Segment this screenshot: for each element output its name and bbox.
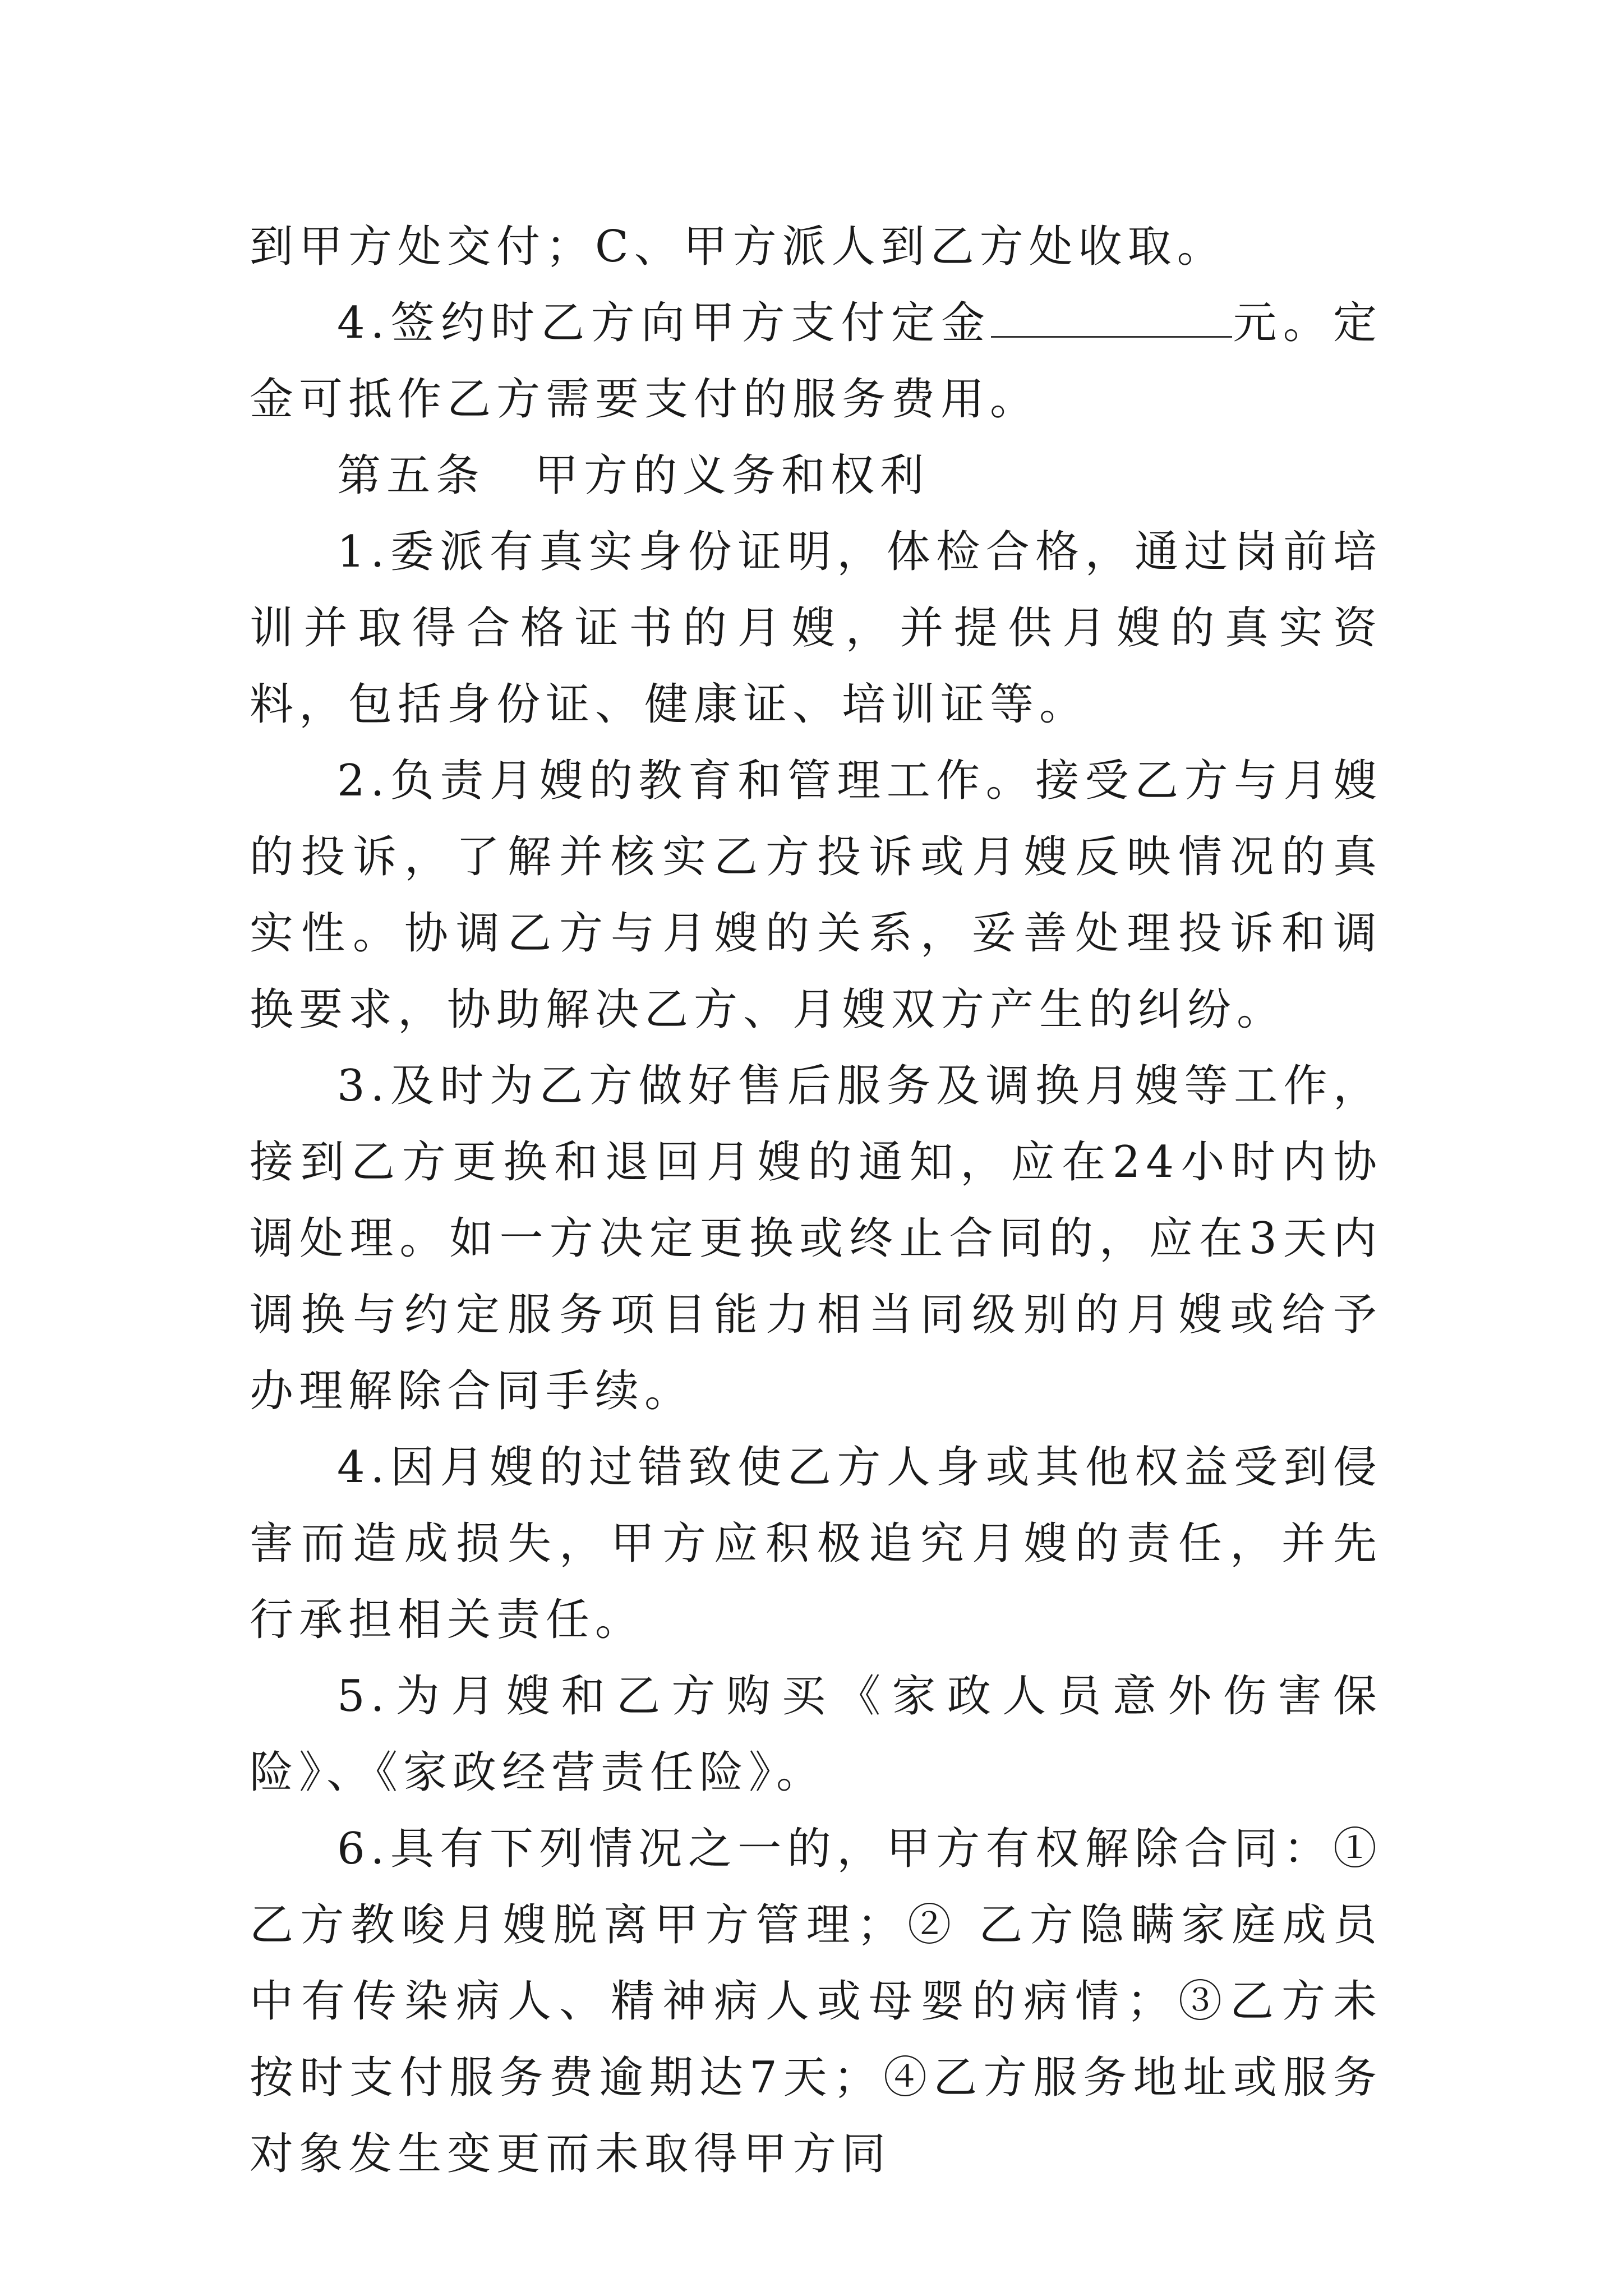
deposit-text-after: 元。定金可抵作乙方需要支付的服务费用。 xyxy=(250,298,1382,425)
contract-body xyxy=(250,209,1382,2192)
clause-1: 1.委派有真实身份证明，体检合格，通过岗前培训并取得合格证书的月嫂，并提供月嫂的真实资料，包括身份证、健康证、培训证等。 xyxy=(250,527,1382,730)
clause-6: 6.具有下列情况之一的，甲方有权解除合同：①乙方教唆月嫂脱离甲方管理；② 乙方隐瞒家庭成员中有传染病人、精神病人或母婴的病情；③乙方未按时支付服务费逾期达7天；④乙方服务地址或服务对象发生变更而未取得甲方同 xyxy=(250,1824,1382,2179)
section-heading-article-5: 第五条 甲方的义务和权利 xyxy=(337,450,930,501)
deposit-text-before: 4.签约时乙方向甲方支付定金 xyxy=(337,298,992,348)
paragraph-deposit xyxy=(250,285,1382,438)
clause-2: 2.负责月嫂的教育和管理工作。接受乙方与月嫂的投诉，了解并核实乙方投诉或月嫂反映情况的真实性。协调乙方与月嫂的关系，妥善处理投诉和调换要求，协助解决乙方、月嫂双方产生的纠纷。 xyxy=(250,756,1382,1035)
paragraph-continuation: 到甲方处交付；C、甲方派人到乙方处收取。 xyxy=(250,222,1227,272)
clause-4: 4.因月嫂的过错致使乙方人身或其他权益受到侵害而造成损失，甲方应积极追究月嫂的责任，并先行承担相关责任。 xyxy=(250,1442,1382,1645)
deposit-amount-blank xyxy=(991,297,1232,338)
clause-3: 3.及时为乙方做好售后服务及调换月嫂等工作，接到乙方更换和退回月嫂的通知，应在24小时内协调处理。如一方决定更换或终止合同的，应在3天内调换与约定服务项目能力相当同级别的月嫂或给予办理解除合同手续。 xyxy=(250,1061,1382,1416)
clause-5: 5.为月嫂和乙方购买《家政人员意外伤害保险》、《家政经营责任险》。 xyxy=(250,1671,1382,1798)
